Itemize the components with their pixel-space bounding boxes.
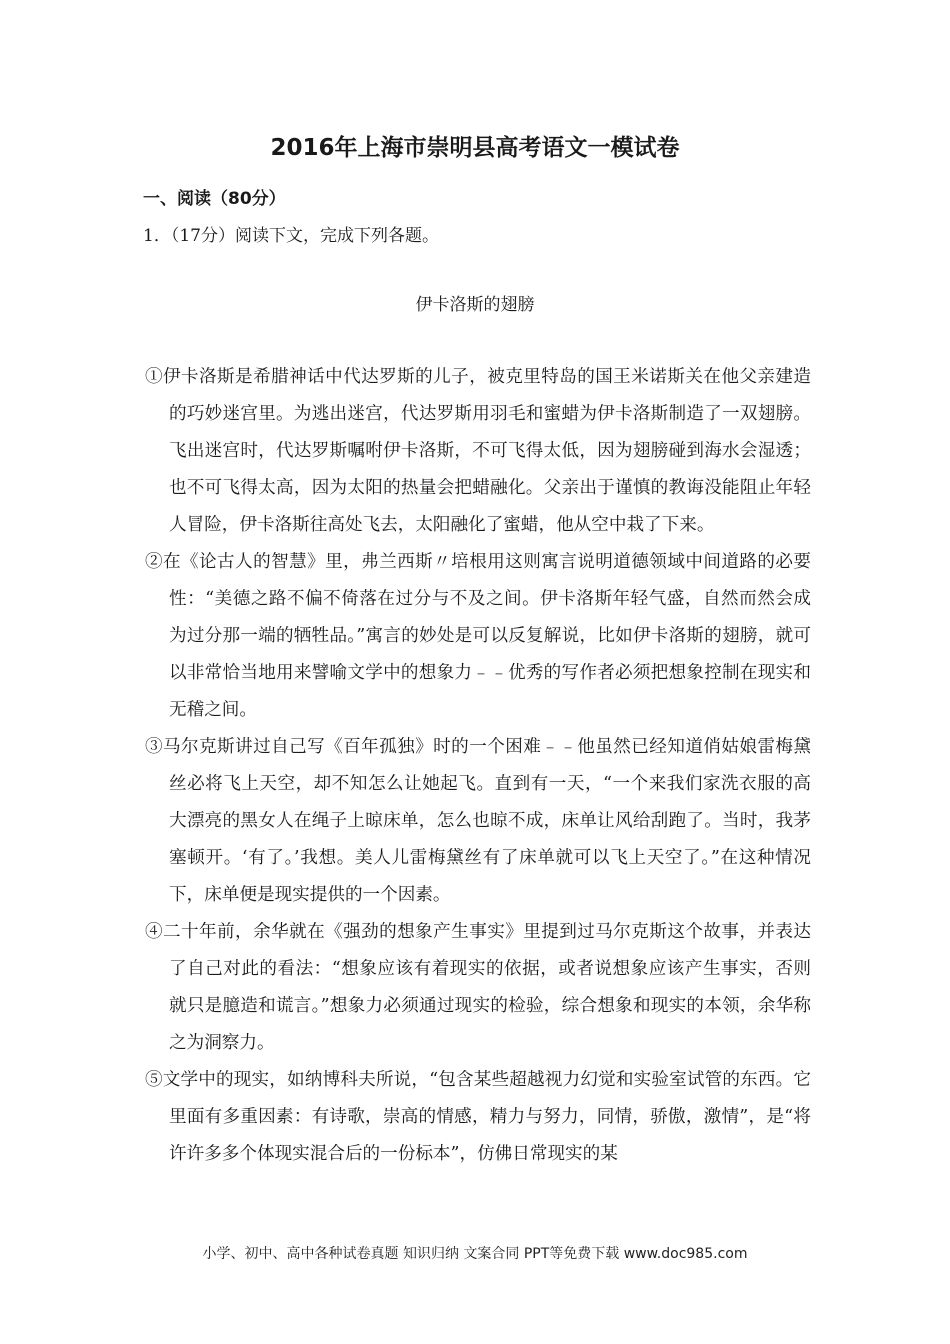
passage-paragraph-5: ⑤文学中的现实，如纳博科夫所说，“包含某些超越视力幻觉和实验室试管的东西。它里面有多重因素：有诗歌，崇高的情感，精力与努力，同情，骄傲，激情”，是“将许许多多个体现实混合后的一份标本”，仿佛日常现实的某 bbox=[145, 1070, 811, 1164]
passage-paragraph-2: ②在《论古人的智慧》里，弗兰西斯〃培根用这则寓言说明道德领域中间道路的必要性：“美德之路不偏不倚落在过分与不及之间。伊卡洛斯年轻气盛，自然而然会成为过分那一端的牺牲品。”寓言的妙处是可以反复解说，比如伊卡洛斯的翅膀，就可以非常恰当地用来譬喻文学中的想象力﹣﹣优秀的写作者必须把想象控制在现实和无稽之间。 bbox=[145, 552, 811, 720]
passage-title: 伊卡洛斯的翅膀 bbox=[415, 295, 535, 315]
section-heading: 一、阅读（80分） bbox=[143, 189, 286, 209]
passage-paragraph-4: ④二十年前，余华就在《强劲的想象产生事实》里提到过马尔克斯这个故事，并表达了自己对此的看法：“想象应该有着现实的依据，或者说想象应该产生事实，否则就只是臆造和谎言。”想象力必须通过现实的检验，综合想象和现实的本领，余华称之为洞察力。 bbox=[145, 922, 811, 1053]
passage-paragraph-1: ①伊卡洛斯是希腊神话中代达罗斯的儿子，被克里特岛的国王米诺斯关在他父亲建造的巧妙迷宫里。为逃出迷宫，代达罗斯用羽毛和蜜蜡为伊卡洛斯制造了一双翅膀。飞出迷宫时，代达罗斯嘱咐伊卡洛斯，不可飞得太低，因为翅膀碰到海水会湿透；也不可飞得太高，因为太阳的热量会把蜡融化。父亲出于谨慎的教诲没能阻止年轻人冒险，伊卡洛斯往高处飞去，太阳融化了蜜蜡，他从空中栽了下来。 bbox=[145, 367, 811, 535]
page-title: 2016年上海市崇明县高考语文一模试卷 bbox=[270, 135, 680, 161]
passage-body bbox=[145, 359, 811, 1173]
passage-paragraph-3: ③马尔克斯讲过自己写《百年孤独》时的一个困难﹣﹣他虽然已经知道俏姑娘雷梅黛丝必将飞上天空，却不知怎么让她起飞。直到有一天，“一个来我们家洗衣服的高大漂亮的黑女人在绳子上晾床单，怎么也晾不成，床单让风给刮跑了。当时，我茅塞顿开。‘有了。’我想。美人儿雷梅黛丝有了床单就可以飞上天空了。”在这种情况下，床单便是现实提供的一个因素。 bbox=[145, 737, 811, 905]
question-prompt: 1．（17分）阅读下文，完成下列各题。 bbox=[143, 226, 439, 246]
page-footer: 小学、初中、高中各种试卷真题 知识归纳 文案合同 PPT等免费下载 www.doc985.com bbox=[202, 1246, 748, 1262]
